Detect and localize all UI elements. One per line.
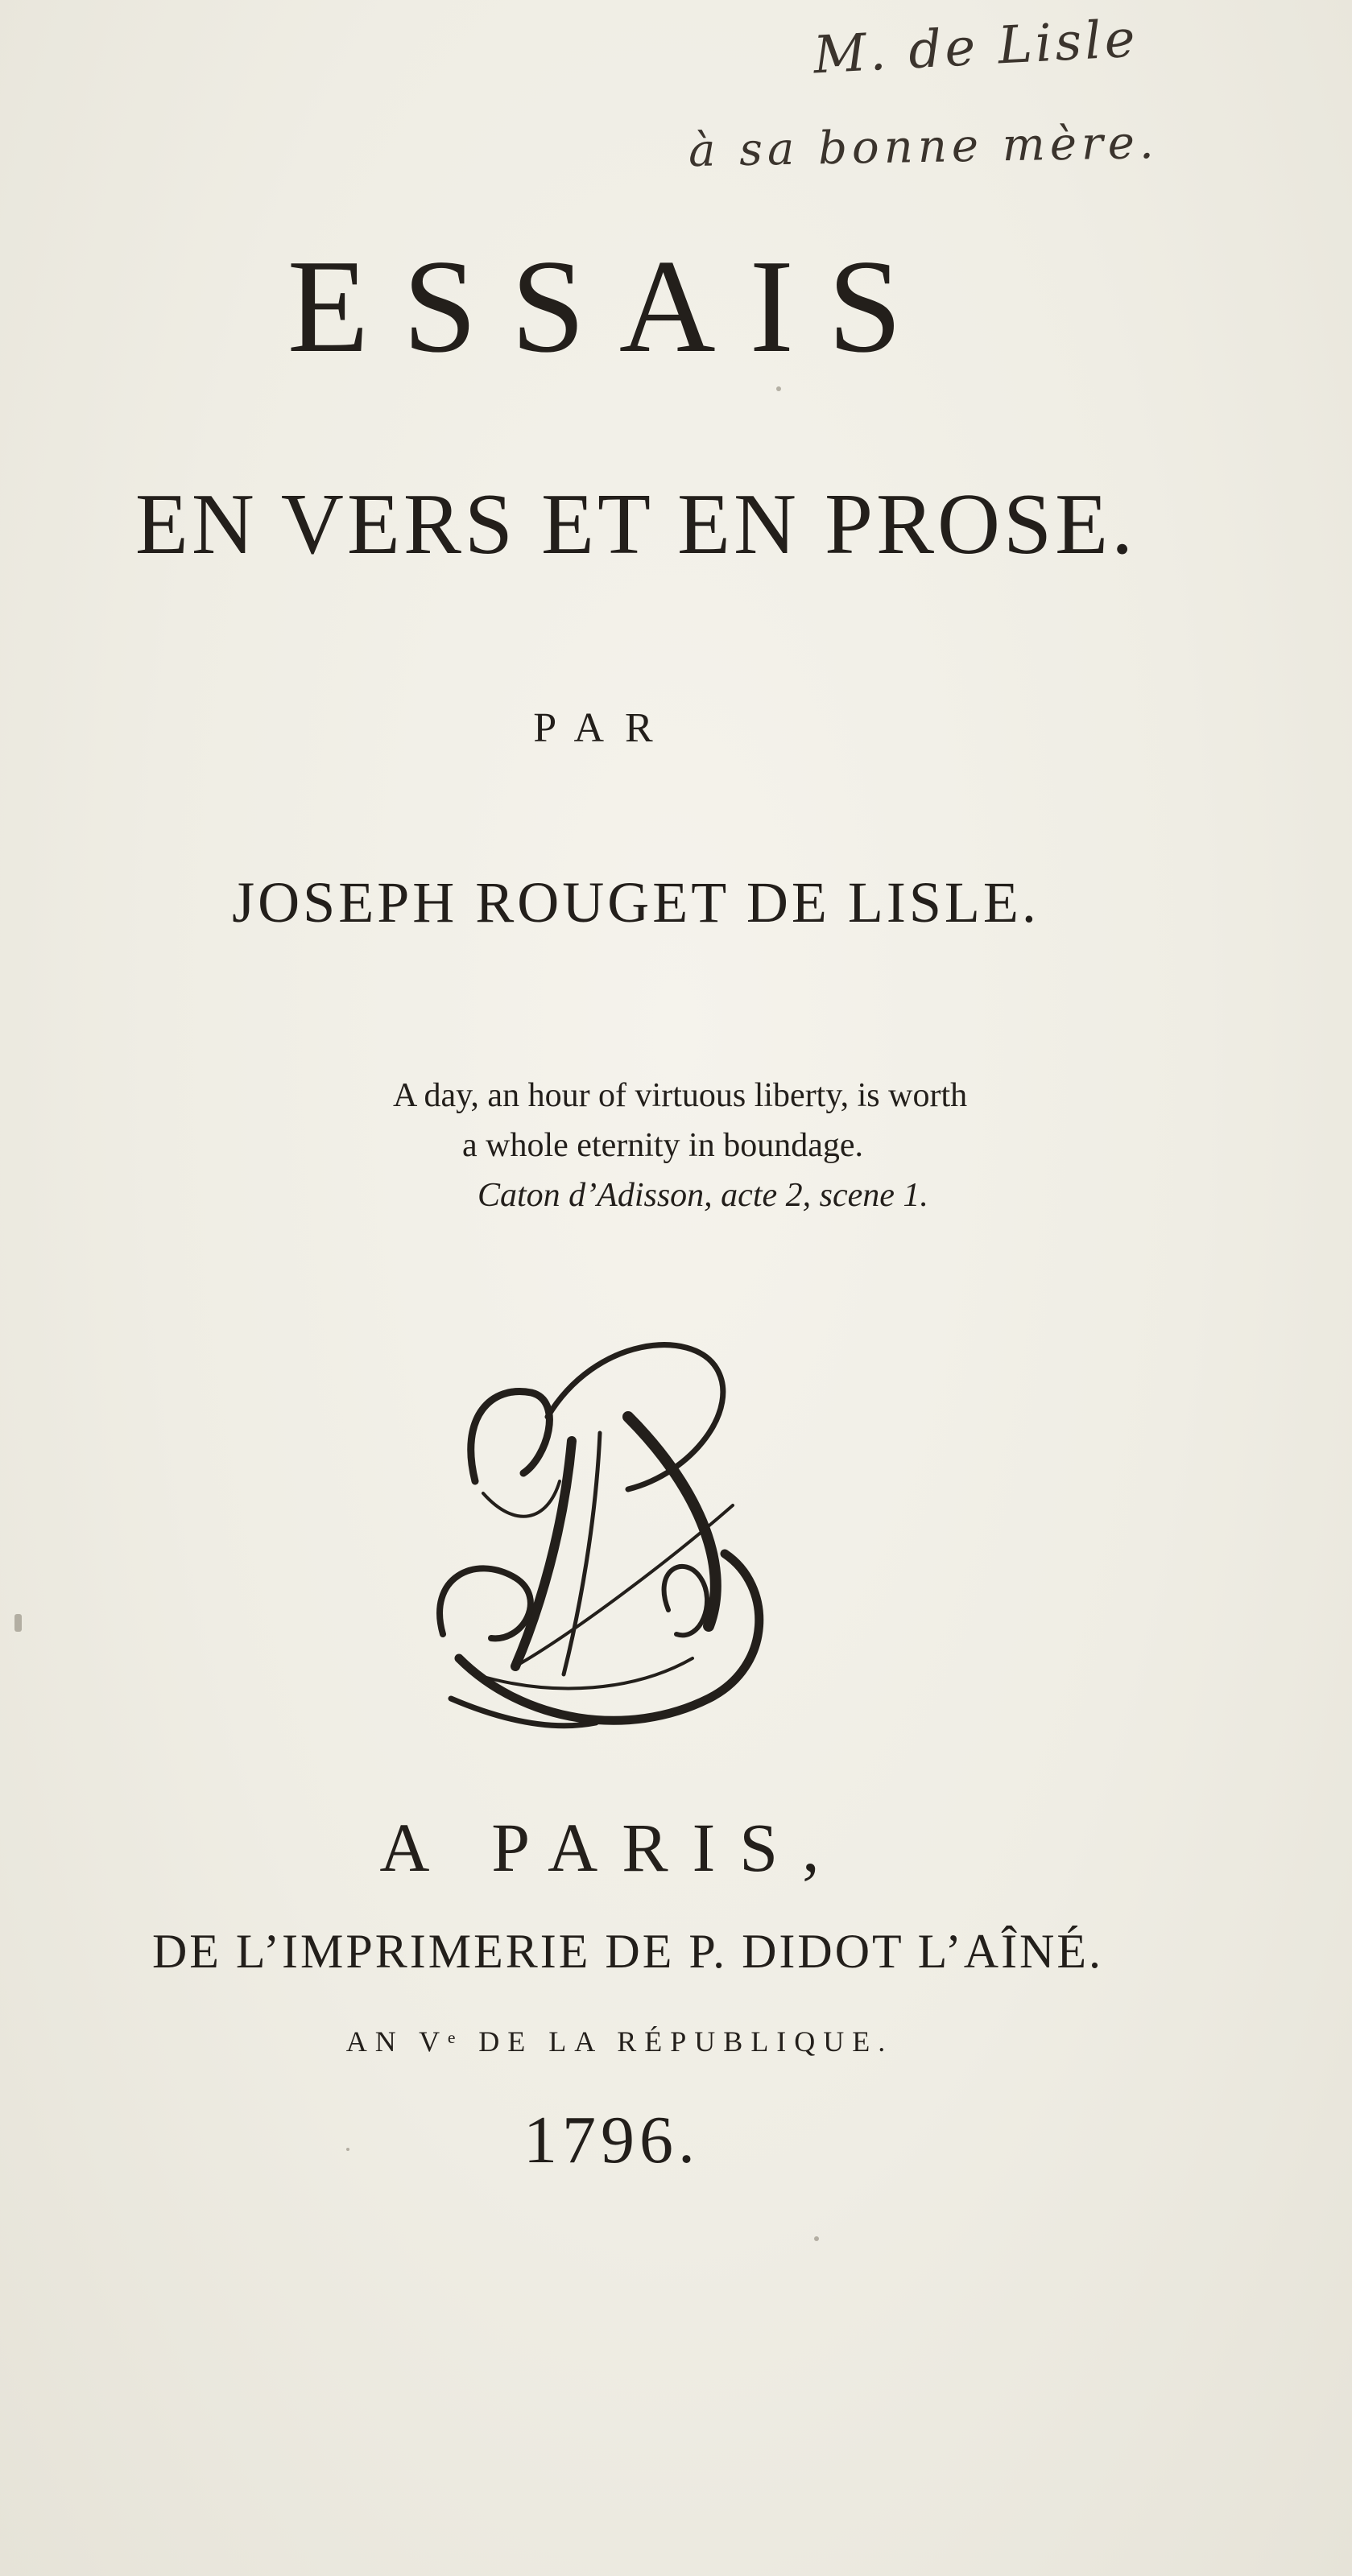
epigraph-line-1: A day, an hour of virtuous liberty, is worth <box>393 1077 968 1114</box>
handwritten-inscription-line-1: M. de Lisle <box>812 9 1140 86</box>
paper-speck <box>14 1614 22 1632</box>
printer-line: DE L’IMPRIMERIE DE P. DIDOT L’AÎNÉ. <box>151 1925 1104 1978</box>
book-title: ESSAIS <box>287 232 936 380</box>
paper-speck <box>814 2236 819 2241</box>
epigraph <box>393 1071 967 1220</box>
by-label: PAR <box>533 705 674 751</box>
paper-speck <box>346 2148 349 2151</box>
book-subtitle: EN VERS ET EN PROSE. <box>134 477 1137 572</box>
paper-speck <box>776 386 781 391</box>
publication-year: 1796. <box>523 2103 700 2178</box>
epigraph-attribution: Caton d’Adisson, acte 2, scene 1. <box>478 1177 928 1214</box>
handwritten-inscription-line-2: à sa bonne mère. <box>688 116 1160 178</box>
republic-year: AN Vᵉ DE LA RÉPUBLIQUE. <box>345 2025 894 2058</box>
author-name: JOSEPH ROUGET DE LISLE. <box>232 870 1040 935</box>
epigraph-line-2: a whole eternity in boundage. <box>462 1127 864 1164</box>
monogram-emblem <box>427 1320 797 1755</box>
publication-place: A PARIS, <box>379 1809 844 1886</box>
